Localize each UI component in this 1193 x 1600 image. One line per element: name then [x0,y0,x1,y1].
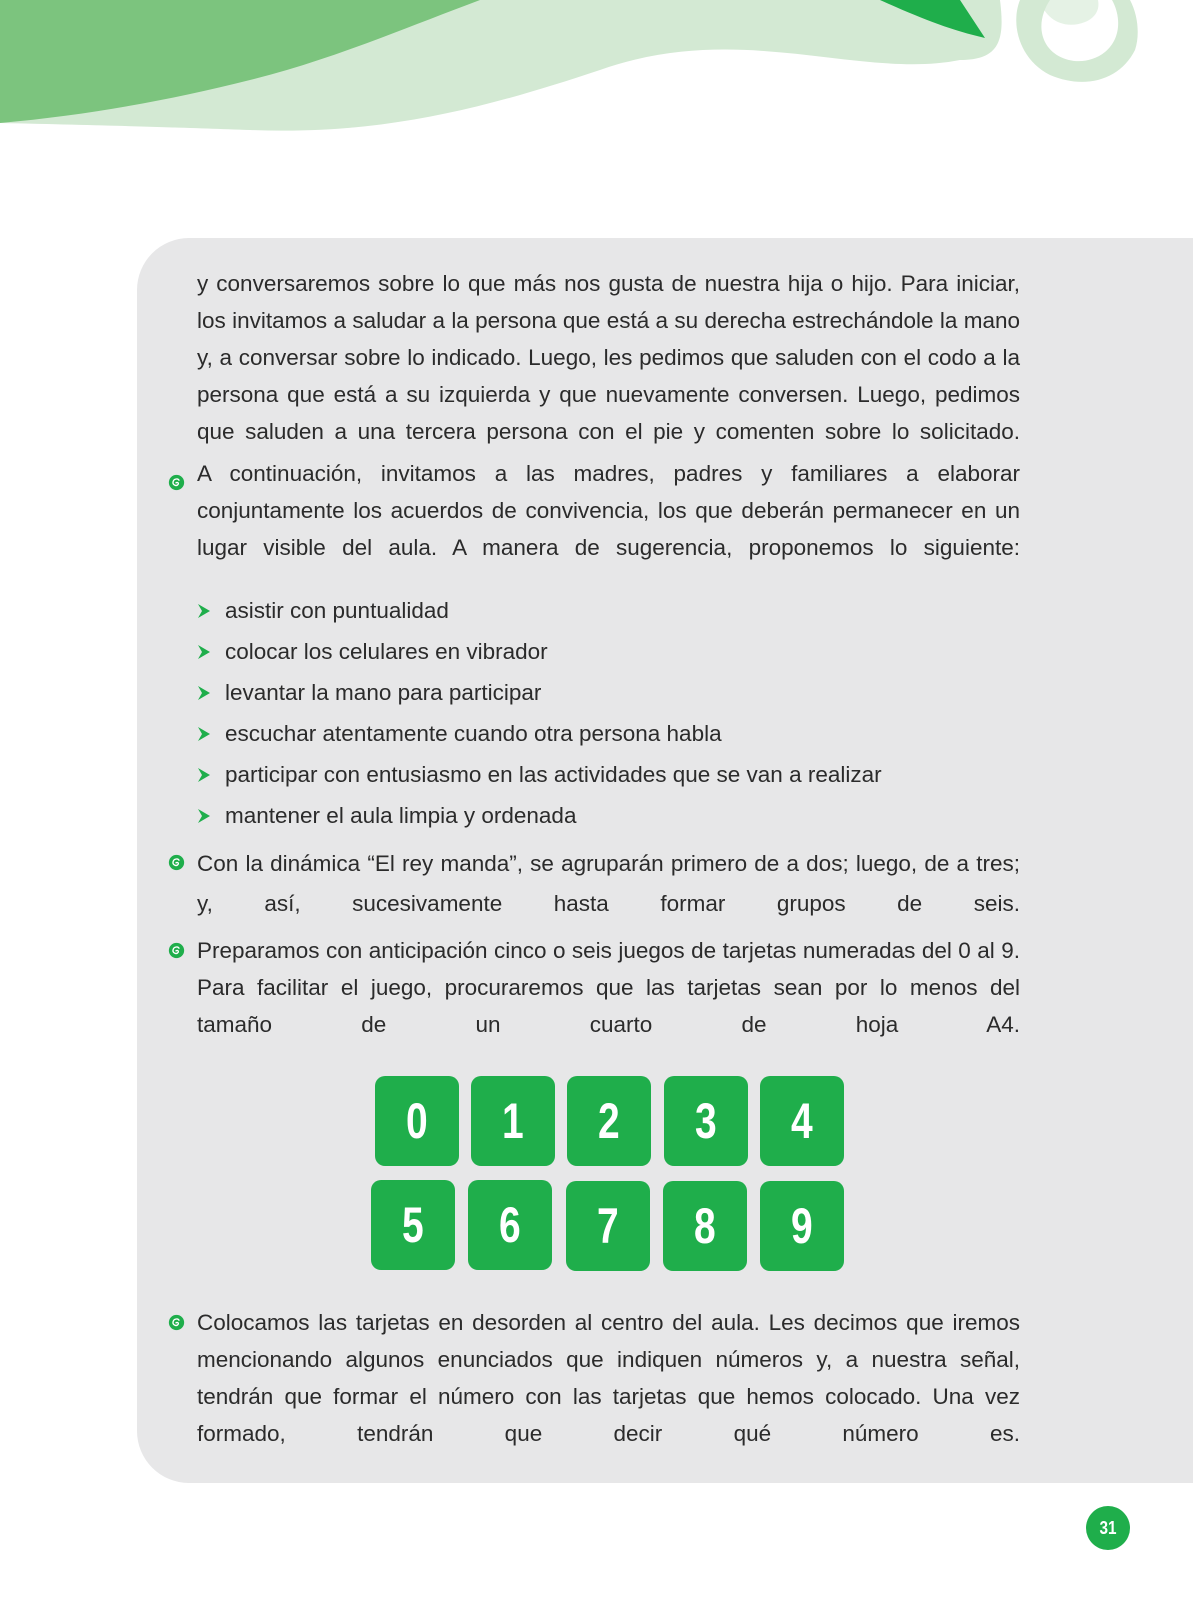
number-card: 2 [567,1076,651,1166]
agreement-text: asistir con puntualidad [225,597,449,623]
number-card: 1 [471,1076,555,1166]
chevron-right-icon [197,685,211,701]
swirl-bullet-icon [168,942,185,959]
swirl-bullet-icon [168,474,185,491]
chevron-right-icon [197,726,211,742]
list-item [197,631,882,672]
header-wave-decoration [0,0,1193,150]
agreement-text: escuchar atentamente cuando otra persona habla [225,720,722,746]
bullet-text: Con la dinámica “El rey manda”, se agruparán primero de a dos; luego, de a tres; y, así, sucesivamente hasta formar grupos de seis. [197,851,1020,916]
number-card: 4 [760,1076,844,1166]
number-card: 9 [760,1181,844,1271]
bullet-text: Preparamos con anticipación cinco o seis juegos de tarjetas numeradas del 0 al 9. Para facilitar el juego, procuraremos que las tarjetas sean por lo menos del tamaño de un cuarto de hoja A4. [197,938,1020,1037]
agreement-text: levantar la mano para participar [225,679,542,705]
list-item [197,590,882,631]
number-card: 8 [663,1181,747,1271]
number-card: 0 [375,1076,459,1166]
number-card: 6 [468,1180,552,1270]
agreements-list [197,590,882,836]
chevron-right-icon [197,603,211,619]
number-card: 7 [566,1181,650,1271]
intro-paragraph: y conversaremos sobre lo que más nos gusta de nuestra hija o hijo. Para iniciar, los invitamos a saludar a la persona que está a su derecha estrechándole la mano y, a conversar sobre lo indicado. Luego, les pedimos que saluden con el codo a la persona que está a su izquierda y que nuevamente conversen. Luego, pedimos que saluden a una tercera persona con el pie y comenten sobre lo solicitado. [197,271,1020,444]
swirl-bullet-icon [168,854,185,871]
list-item [197,672,882,713]
bullet-text: Colocamos las tarjetas en desorden al centro del aula. Les decimos que iremos mencionando algunos enunciados que indiquen números y, a nuestra señal, tendrán que formar el número con las tarjetas que hemos colocado. Una vez formado, tendrán que decir qué número es. [197,1310,1020,1446]
page-number-badge: 31 [1086,1506,1130,1550]
chevron-right-icon [197,767,211,783]
agreement-text: mantener el aula limpia y ordenada [225,802,577,828]
chevron-right-icon [197,644,211,660]
swirl-bullet-icon [168,1314,185,1331]
list-item [197,713,882,754]
bullet-text: A continuación, invitamos a las madres, padres y familiares a elaborar conjuntamente los acuerdos de convivencia, los que deberán permanecer en un lugar visible del aula. A manera de sugerencia, proponemos lo siguiente: [197,461,1020,560]
number-cards [372,1076,852,1276]
list-item [197,754,882,795]
chevron-right-icon [197,808,211,824]
list-item [197,795,882,836]
number-card: 5 [371,1180,455,1270]
agreement-text: colocar los celulares en vibrador [225,638,548,664]
agreement-text: participar con entusiasmo en las actividades que se van a realizar [225,761,882,787]
number-card: 3 [664,1076,748,1166]
